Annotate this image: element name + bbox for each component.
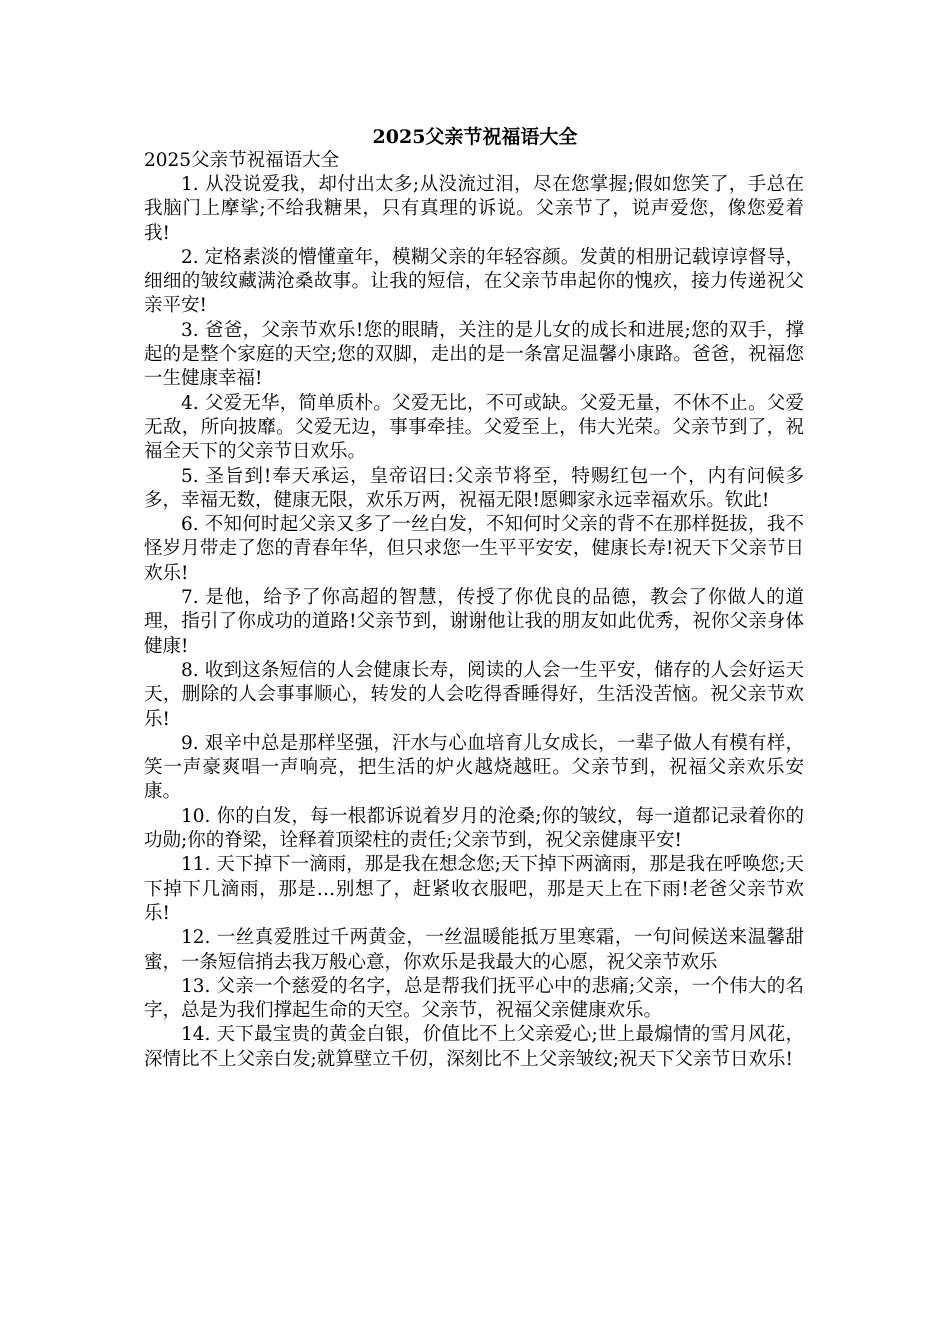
- paragraph: 9. 艰辛中总是那样坚强，汗水与心血培育儿女成长，一辈子做人有模有样，笑一声豪爽唱一声响亮，把生活的炉火越烧越旺。父亲节到，祝福父亲欢乐安康。: [144, 732, 804, 803]
- paragraph: 8. 收到这条短信的人会健康长寿，阅读的人会一生平安，储存的人会好运天天，删除的人会事事顺心，转发的人会吃得香睡得好，生活没苦恼。祝父亲节欢乐!: [144, 659, 804, 730]
- paragraph: 10. 你的白发，每一根都诉说着岁月的沧桑;你的皱纹，每一道都记录着你的功勋;你的脊梁，诠释着顶梁柱的责任;父亲节到，祝父亲健康平安!: [144, 805, 804, 852]
- paragraph: 5. 圣旨到!奉天承运，皇帝诏曰:父亲节将至，特赐红包一个，内有问候多多，幸福无数，健康无限，欢乐万两，祝福无限!愿卿家永远幸福欢乐。钦此!: [144, 465, 804, 511]
- paragraph: 7. 是他，给予了你高超的智慧，传授了你优良的品德，教会了你做人的道理，指引了你成功的道路!父亲节到，谢谢他让我的朋友如此优秀，祝你父亲身体健康!: [144, 587, 805, 657]
- paragraph: 4. 父爱无华，简单质朴。父爱无比，不可或缺。父爱无量，不休不止。父爱无敌，所向披靡。父爱无边，事事牵挂。父爱至上，伟大光荣。父亲节到了，祝福全天下的父亲节日欢乐。: [144, 392, 804, 463]
- paragraph: 14. 天下最宝贵的黄金白银，价值比不上父亲爱心;世上最煽情的雪月风花，深情比不上父亲白发;就算壁立千仞，深刻比不上父亲皱纹;祝天下父亲节日欢乐!: [144, 1024, 804, 1070]
- paragraph: 2. 定格素淡的懵懂童年，模糊父亲的年轻容颜。发黄的相册记载谆谆督导，细细的皱纹藏满沧桑故事。让我的短信，在父亲节串起你的愧疚，接力传递祝父亲平安!: [144, 246, 804, 317]
- paragraph: 13. 父亲一个慈爱的名字，总是帮我们抚平心中的悲痛;父亲，一个伟大的名字，总是为我们撑起生命的天空。父亲节，祝福父亲健康欢乐。: [144, 975, 804, 1022]
- paragraph: 1. 从没说爱我，却付出太多;从没流过泪，尽在您掌握;假如您笑了，手总在我脑门上摩挲;不给我糖果，只有真理的诉说。父亲节了，说声爱您，像您爱着我!: [144, 174, 804, 244]
- document-body: [144, 149, 804, 1072]
- paragraph: 6. 不知何时起父亲又多了一丝白发，不知何时父亲的背不在那样挺拔，我不怪岁月带走了您的青春年华，但只求您一生平平安安，健康长寿!祝天下父亲节日欢乐!: [144, 514, 804, 584]
- document-title: 2025父亲节祝福语大全: [372, 126, 578, 148]
- document-subtitle: 2025父亲节祝福语大全: [144, 150, 340, 171]
- paragraph: 12. 一丝真爱胜过千两黄金，一丝温暖能抵万里寒霜，一句问候送来温馨甜蜜，一条短信捎去我万般心意，你欢乐是我最大的心愿，祝父亲节欢乐: [144, 927, 804, 973]
- paragraph: 11. 天下掉下一滴雨，那是我在想念您;天下掉下两滴雨，那是我在呼唤您;天下掉下几滴雨，那是…别想了，赶紧收衣服吧，那是天上在下雨!老爸父亲节欢乐!: [144, 854, 804, 924]
- paragraph: 3. 爸爸，父亲节欢乐!您的眼睛，关注的是儿女的成长和进展;您的双手，撑起的是整个家庭的天空;您的双脚，走出的是一条富足温馨小康路。爸爸，祝福您一生健康幸福!: [144, 319, 804, 390]
